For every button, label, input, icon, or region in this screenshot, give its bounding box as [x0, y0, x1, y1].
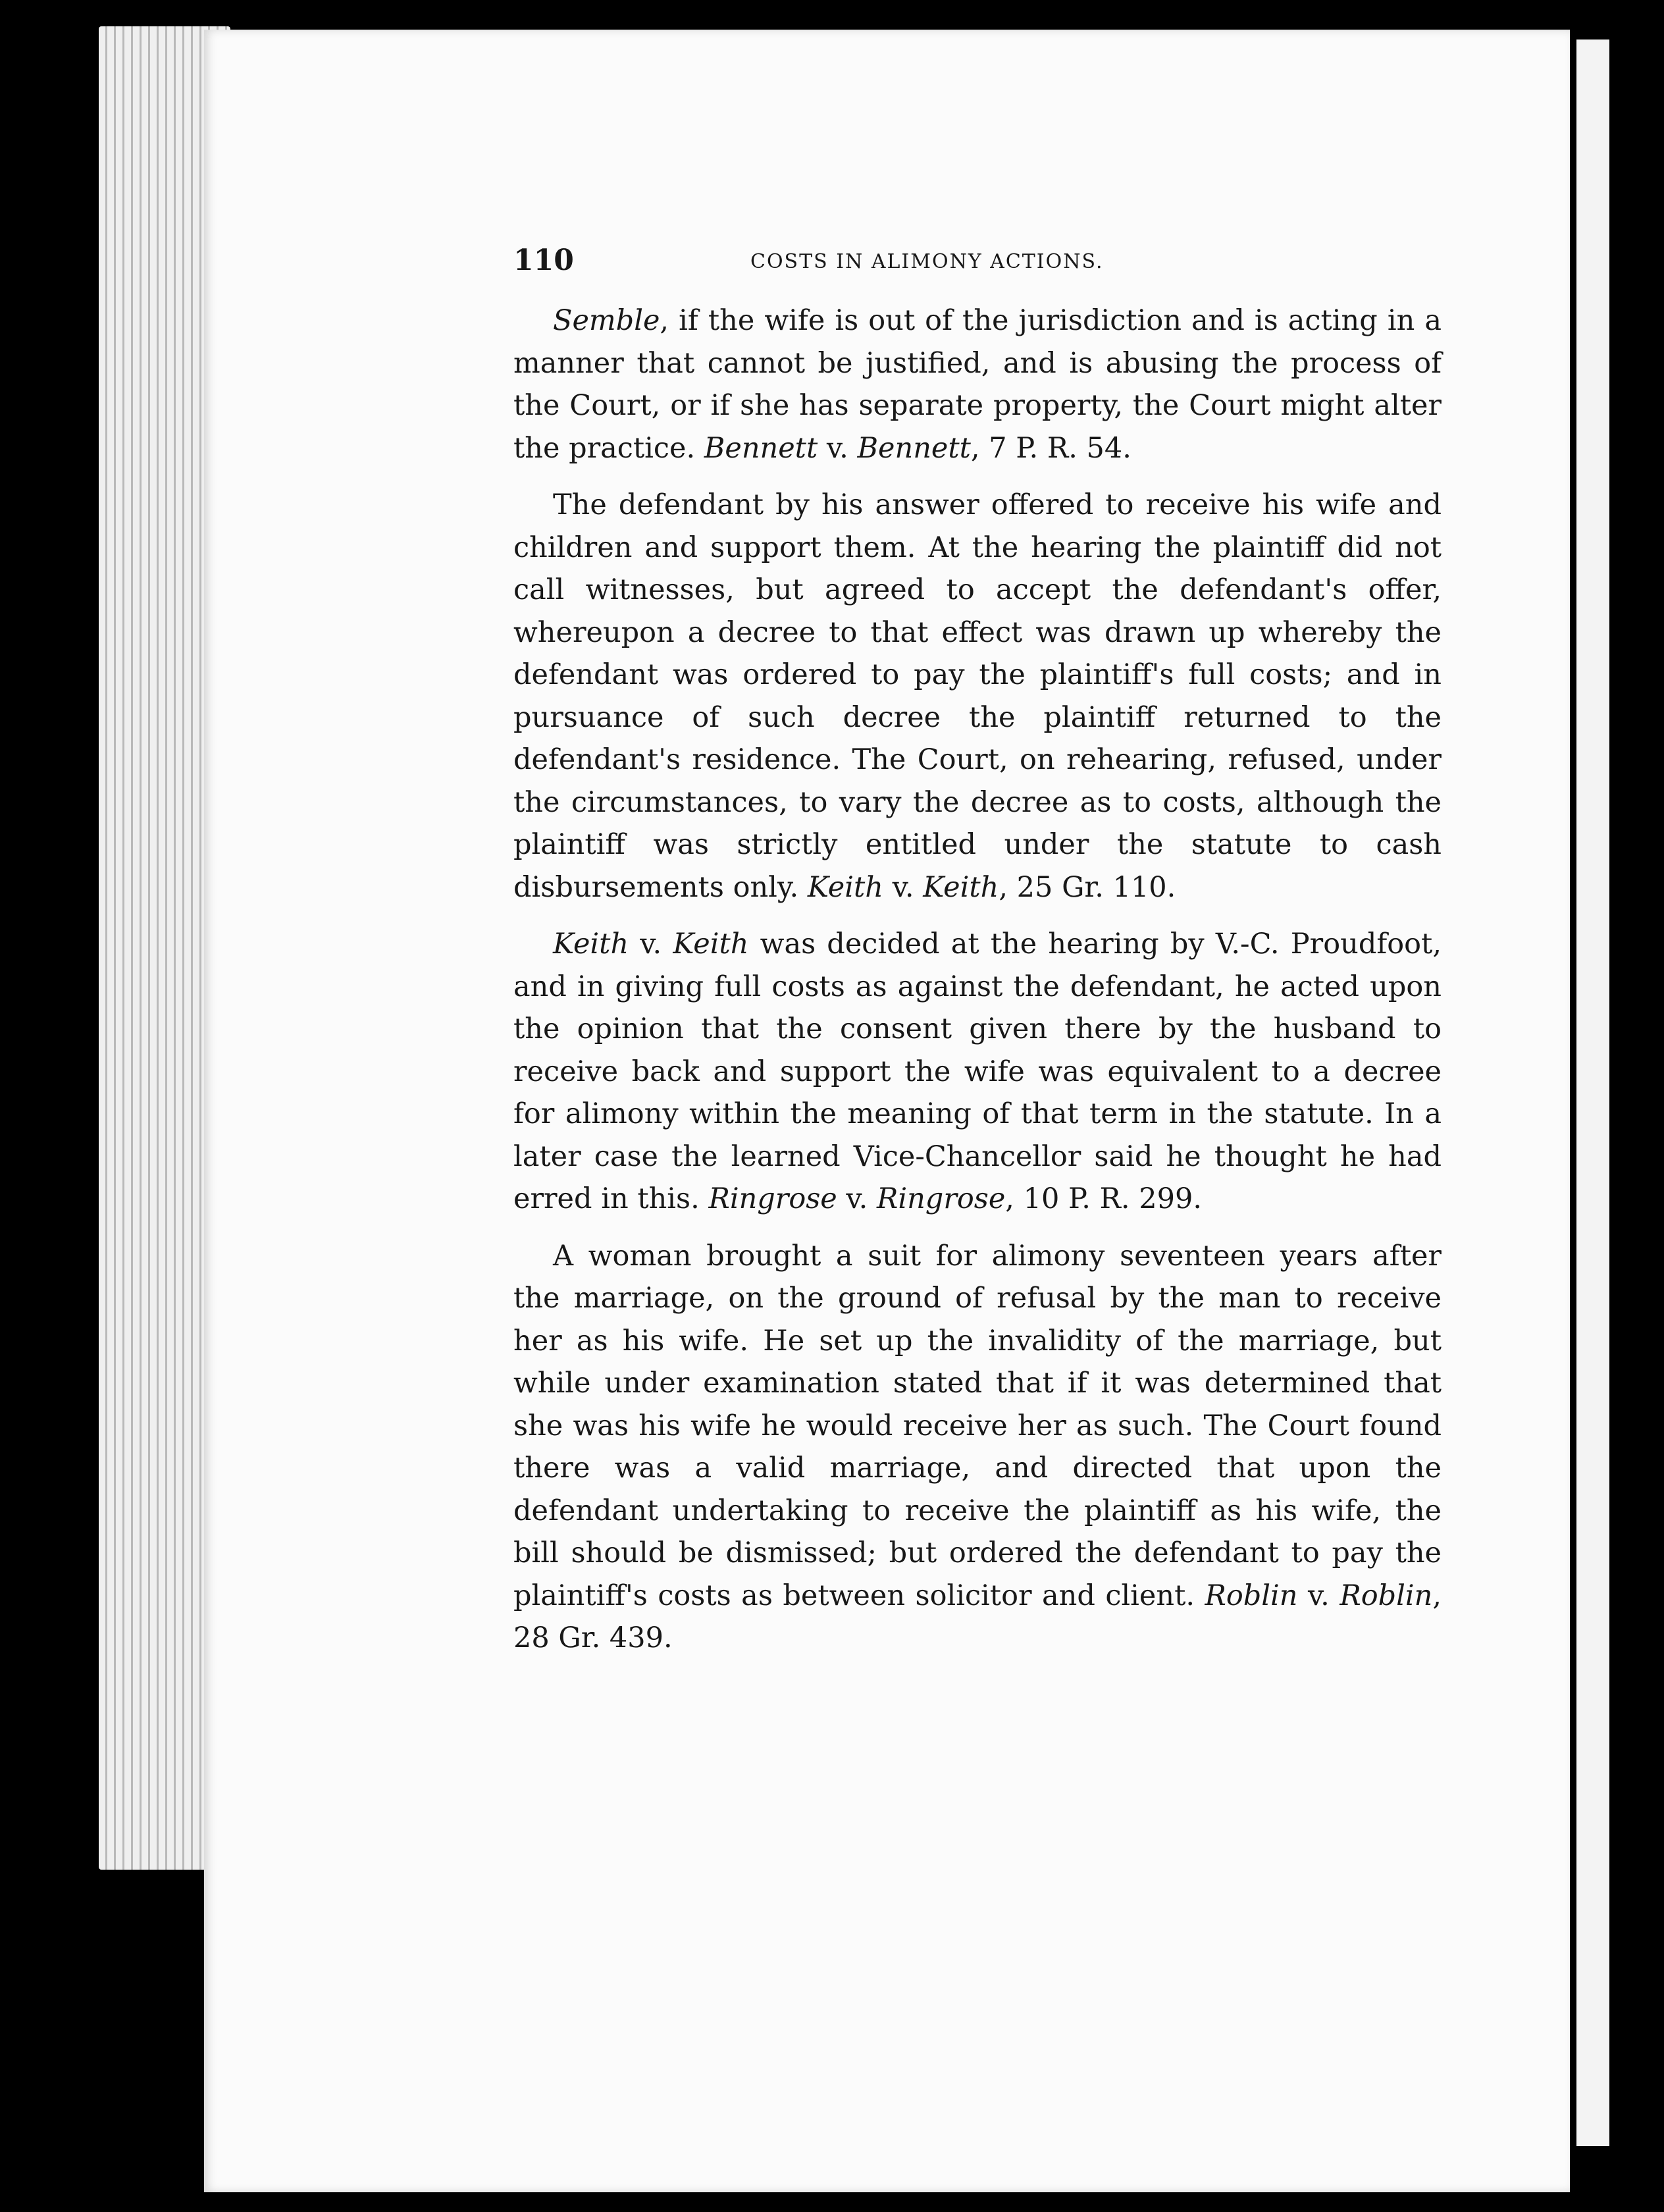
case-term: Semble	[553, 304, 660, 337]
case-name: Ringrose	[876, 1182, 1006, 1215]
case-name: Keith	[923, 870, 999, 904]
case-name: Keith	[553, 928, 629, 961]
running-head: COSTS IN ALIMONY ACTIONS.	[750, 250, 1104, 273]
paragraph	[513, 1235, 1442, 1660]
page-content	[309, 244, 1442, 1674]
case-name: Roblin	[1205, 1579, 1298, 1612]
citation: , 28 Gr. 439.	[513, 1579, 1442, 1654]
body-text	[513, 300, 1442, 1660]
paragraph-text: was decided at the hearing by V.-C. Proudfoot, and in giving full costs as against the defendant, he acted upon the opinion that the consent given there by the husband to receive back and support the wife was equivalent to a decree for alimony within the meaning of that term in the statute. In a later case the learned Vice-Chancellor said he thought he had erred in this.	[513, 928, 1442, 1215]
paragraph-text: A woman brought a suit for alimony seventeen years after the marriage, on the ground of refusal by the man to receive her as his wife. He set up the invalidity of the marriage, but while under examination stated that if it was determined that she was his wife he would receive her as such. The Court found there was a valid marriage, and directed that upon the defendant undertaking to receive the plaintiff as his wife, the bill should be dismissed; but ordered the defendant to pay the plaintiff's costs as between solicitor and client.	[513, 1239, 1442, 1612]
page-header	[309, 244, 1442, 300]
paragraph-text: The defendant by his answer offered to receive his wife and children and support them. At the hearing the plaintiff did not call witnesses, but agreed to accept the defendant's offer, whereupon a decree to that effect was drawn up whereby the defendant was ordered to pay the plaintiff's full costs; and in pursuance of such decree the plaintiff returned to the defendant's residence. The Court, on rehearing, refused, under the circumstances, to vary the decree as to costs, although the plaintiff was strictly entitled under the statute to cash disbursements only.	[513, 488, 1442, 904]
citation: , 7 P. R. 54.	[970, 431, 1131, 465]
paragraph-text: v.	[818, 431, 858, 465]
case-name: Ringrose	[708, 1182, 837, 1215]
paragraph-text: v.	[883, 870, 923, 904]
paragraph	[513, 300, 1442, 469]
citation: , 25 Gr. 110.	[999, 870, 1176, 904]
paragraph-text: v.	[837, 1182, 877, 1215]
paragraph	[513, 923, 1442, 1221]
case-name: Keith	[673, 928, 749, 961]
paragraph	[513, 484, 1442, 908]
case-name: Bennett	[857, 431, 971, 465]
case-name: Roblin	[1339, 1579, 1433, 1612]
facing-page-edge	[1576, 40, 1609, 2146]
paragraph-text: v.	[629, 928, 673, 961]
paragraph-text: , if the wife is out of the jurisdiction and is acting in a manner that cannot be justified, and is abusing the process of the Court, or if she has separate property, the Court might alter the practice.	[513, 304, 1442, 465]
citation: , 10 P. R. 299.	[1005, 1182, 1203, 1215]
case-name: Bennett	[704, 431, 818, 465]
case-name: Keith	[807, 870, 883, 904]
page-number: 110	[513, 244, 574, 277]
paragraph-text: v.	[1297, 1579, 1340, 1612]
